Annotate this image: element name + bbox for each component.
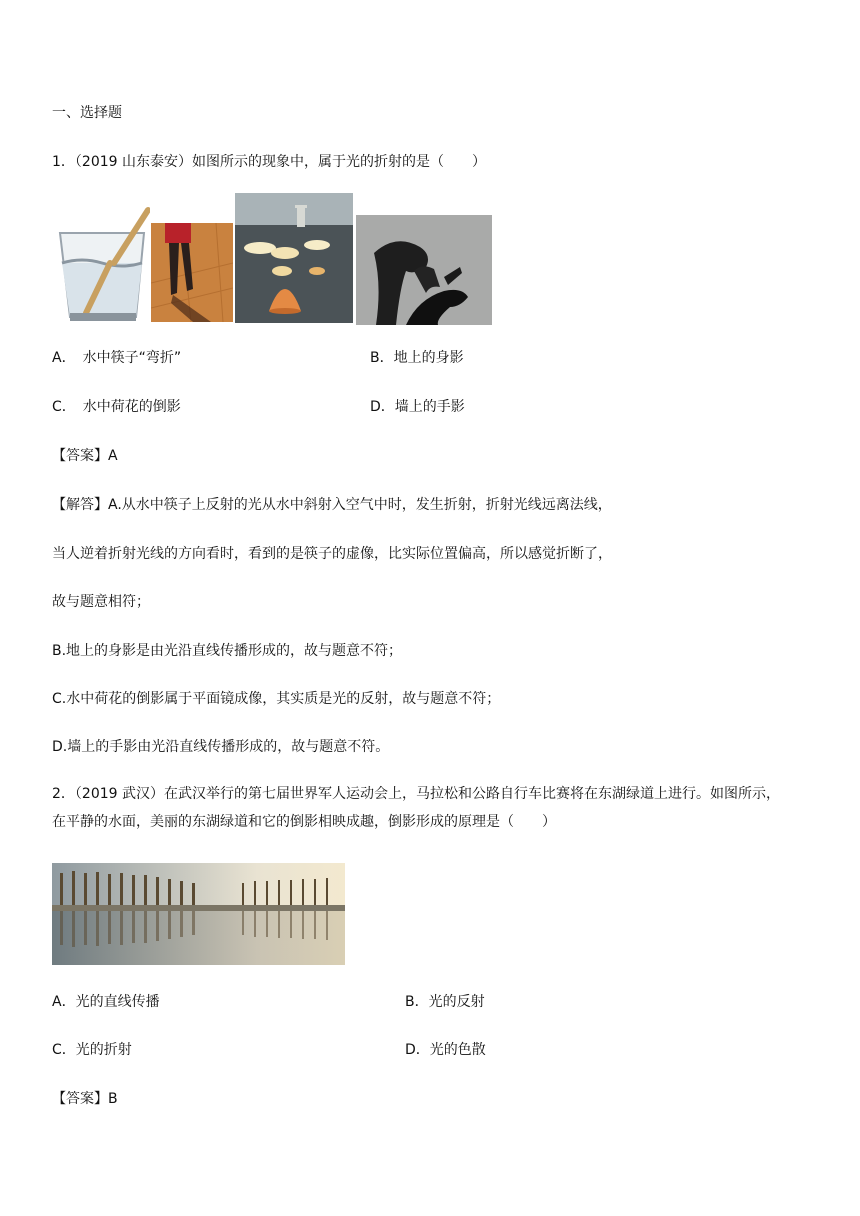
q1-option-d: D．墙上的手影 [370, 399, 465, 415]
q2-answer: 【答案】B [52, 1091, 118, 1107]
q1-answer: 【答案】A [52, 448, 118, 464]
q1-analysis-line-3: 故与题意相符； [52, 594, 150, 610]
q1-analysis-line-5: C.水中荷花的倒影属于平面镜成像，其实质是光的反射，故与题意不符； [52, 691, 501, 707]
q1-photo-shadow-on-ground [151, 223, 233, 322]
q2-option-d: D．光的色散 [405, 1042, 486, 1058]
q1-analysis-line-1: 【解答】A.从水中筷子上反射的光从水中斜射入空气中时，发生折射，折射光线远离法线， [52, 497, 612, 513]
question-2-stem-line-2: 在平静的水面，美丽的东湖绿道和它的倒影相映成趣，倒影形成的原理是（ ） [52, 814, 556, 830]
q1-photo-lotus-lanterns-reflection [235, 193, 353, 323]
q1-analysis-line-2: 当人逆着折射光线的方向看时，看到的是筷子的虚像，比实际位置偏高，所以感觉折断了， [52, 546, 612, 562]
q1-option-c: C． 水中荷花的倒影 [52, 399, 181, 415]
question-1-stem: 1．（2019 山东泰安）如图所示的现象中，属于光的折射的是（ ） [52, 154, 486, 170]
q1-photo-chopsticks-in-water [52, 205, 150, 323]
q1-option-a: A． 水中筷子“弯折” [52, 350, 182, 366]
q1-analysis-line-6: D.墙上的手影由光沿直线传播形成的，故与题意不符。 [52, 739, 390, 755]
question-2-stem-line-1: 2．（2019 武汉）在武汉举行的第七届世界军人运动会上，马拉松和公路自行车比赛将在东湖绿道上进行。如图所示， [52, 786, 780, 802]
q2-option-c: C．光的折射 [52, 1042, 132, 1058]
question-2-stem [52, 780, 812, 836]
q2-option-b: B．光的反射 [405, 994, 485, 1010]
q2-option-a: A．光的直线传播 [52, 994, 160, 1010]
section-title: 一、选择题 [52, 105, 122, 121]
q1-analysis-line-4: B.地上的身影是由光沿直线传播形成的，故与题意不符； [52, 643, 403, 659]
q1-option-b: B．地上的身影 [370, 350, 464, 366]
q1-photo-hand-shadow-on-wall [356, 215, 492, 325]
q2-photo-east-lake-greenway-reflection [52, 863, 345, 965]
